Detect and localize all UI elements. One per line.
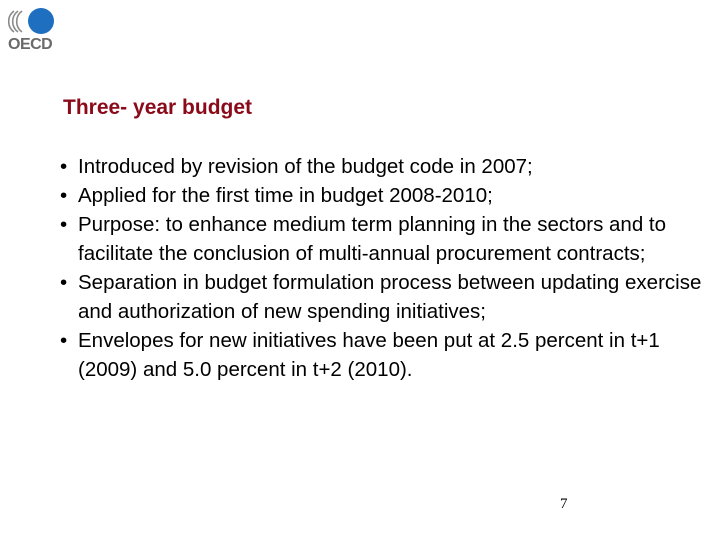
page-number: 7 <box>560 496 568 512</box>
bullet-text: Purpose: to enhance medium term planning in the sectors and to facilitate the conclusion of multi-annual procurement contracts; <box>78 213 667 265</box>
bullet-text: Applied for the first time in budget 2008-2010; <box>78 184 493 207</box>
bullet-marker: • <box>60 184 68 207</box>
oecd-globe-icon <box>8 8 58 36</box>
bullet-item <box>60 268 710 326</box>
bullet-item <box>60 152 710 181</box>
oecd-logo-text: OECD <box>8 36 53 53</box>
bullet-text: Separation in budget formulation process between updating exercise and authorization of new spending initiatives; <box>78 271 702 323</box>
bullet-item <box>60 210 710 268</box>
bullet-marker: • <box>60 155 68 178</box>
bullet-item <box>60 326 710 384</box>
bullet-marker: • <box>60 271 68 294</box>
bullet-text: Introduced by revision of the budget code in 2007; <box>78 155 533 178</box>
bullet-marker: • <box>60 213 68 236</box>
bullet-text: Envelopes for new initiatives have been put at 2.5 percent in t+1 (2009) and 5.0 percent in t+2 (2010). <box>78 329 660 381</box>
bullet-marker: • <box>60 329 68 352</box>
oecd-logo <box>8 8 58 56</box>
bullet-list <box>60 152 710 384</box>
bullet-item <box>60 181 710 210</box>
slide-title: Three- year budget <box>63 96 253 119</box>
